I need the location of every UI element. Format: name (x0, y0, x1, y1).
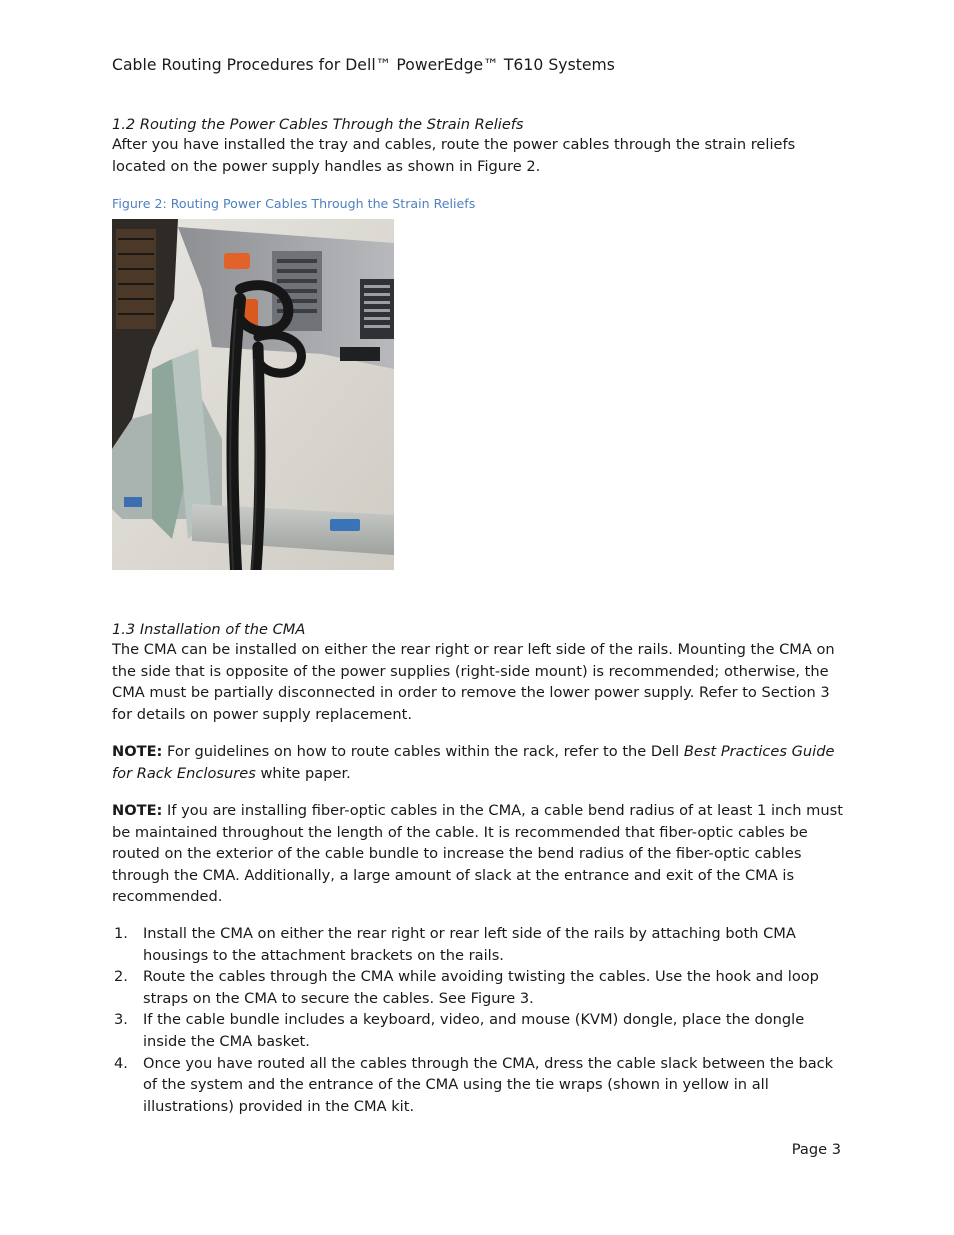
note-label: NOTE: (112, 802, 163, 819)
figure-2-caption: Figure 2: Routing Power Cables Through the Strain Reliefs (112, 196, 476, 211)
step-text: If the cable bundle includes a keyboard, video, and mouse (KVM) dongle, place the dongle inside the CMA basket. (143, 1011, 805, 1050)
step-number: 3. (114, 1011, 128, 1029)
step-text: Install the CMA on either the rear right or rear left side of the rails by attaching both CMA housings to the attachment brackets on the rails. (143, 925, 796, 964)
figure-2-photo (112, 219, 394, 570)
list-item (112, 966, 844, 1009)
cma-installation-steps (112, 923, 844, 1117)
list-item (112, 1053, 844, 1118)
note-best-practices (112, 741, 844, 784)
note-fiber-optic (112, 800, 844, 908)
note-fiber-text: If you are installing fiber-optic cables in the CMA, a cable bend radius of at least 1 inch must be maintained throughout the length of the cable. It is recommended that fiber-optic cables be routed on the exterior of the cable bundle to increase the bend radius of the fiber-optic cables through the CMA. Additionally, a large amount of slack at the entrance and exit of the CMA is recommended. (112, 802, 843, 906)
section-1-2-body: After you have installed the tray and cables, route the power cables through the strain reliefs located on the power supply handles as shown in Figure 2. (112, 136, 796, 175)
note-guide-title: Best Practices Guide for Rack Enclosures (112, 743, 835, 782)
step-text: Once you have routed all the cables through the CMA, dress the cable slack between the back of the system and the entrance of the CMA using the tie wraps (shown in yellow in all illustrations) provided in the CMA kit. (143, 1054, 834, 1115)
page-number: Page 3 (791, 1141, 841, 1158)
document-header-title: Cable Routing Procedures for Dell™ PowerEdge™ T610 Systems (112, 56, 615, 74)
section-1-3-body: The CMA can be installed on either the rear right or rear left side of the rails. Mounting the CMA on the side that is opposite of the power supplies (right-side mount) is recommended; otherwise, the CMA must be partially disconnected in order to remove the lower power supply. Refer to Section 3 for details on power supply replacement. (112, 641, 835, 723)
list-item (112, 923, 844, 966)
step-number: 1. (114, 925, 128, 942)
step-text: Route the cables through the CMA while avoiding twisting the cables. Use the hook and loop straps on the CMA to secure the cables. See Figure 3. (143, 968, 819, 1007)
section-heading-1-2: 1.2 Routing the Power Cables Through the Strain Reliefs (112, 116, 524, 133)
power-cable-photo-illustration (112, 219, 394, 570)
note-text-before: For guidelines on how to route cables within the rack, refer to the Dell (162, 743, 684, 760)
section-heading-1-3: 1.3 Installation of the CMA (112, 621, 306, 638)
list-item (112, 1009, 844, 1052)
note-label: NOTE: (112, 743, 163, 760)
note-text-after: white paper. (255, 764, 351, 782)
step-number: 2. (114, 968, 128, 986)
step-number: 4. (114, 1054, 128, 1072)
